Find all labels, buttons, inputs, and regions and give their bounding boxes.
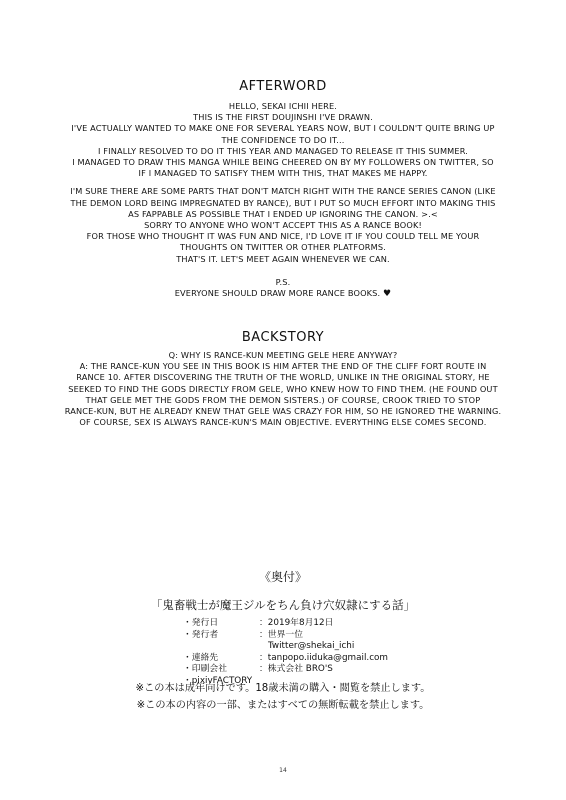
afterword-line: THE CONFIDENCE TO DO IT...	[221, 134, 345, 145]
backstory-line: Q: WHY IS RANCE-KUN MEETING GELE HERE ANYWAY?	[168, 350, 398, 360]
info-row-contact	[183, 653, 388, 665]
afterword-line: AS FAPPABLE AS POSSIBLE THAT I ENDED UP IGNORING THE CANON. >.<	[128, 208, 438, 219]
info-value: ：2019年8月12日	[259, 618, 334, 628]
backstory-line: A: THE RANCE-KUN YOU SEE IN THIS BOOK IS HIM AFTER THE END OF THE CLIFF FORT ROUTE IN	[79, 361, 487, 372]
publication-info	[183, 618, 388, 687]
info-key: ・印刷会社	[183, 664, 227, 674]
afterword-line: THAT'S IT. LET'S MEET AGAIN WHENEVER WE CAN.	[176, 253, 390, 264]
ps-text: EVERYONE SHOULD DRAW MORE RANCE BOOKS.	[174, 288, 381, 299]
backstory-line: THAT GELE MET THE GODS FROM THE DEMON SISTERS.) OF COURSE, CROOK TRIED TO STOP	[85, 394, 481, 405]
legal-notes	[0, 680, 566, 714]
afterword-line: SORRY TO ANYONE WHO WON'T ACCEPT THIS AS A RANCE BOOK!	[144, 220, 422, 231]
info-value: ：株式会社 BRO'S	[259, 664, 333, 674]
afterword-line: THE DEMON LORD BEING IMPREGNATED BY RANCE), BUT I PUT SO MUCH EFFORT INTO MAKING THIS	[70, 197, 496, 208]
backstory-line: SEEKED TO FIND THE GODS DIRECTLY FROM GELE, WHO KNEW HOW TO FIND THEM. (HE FOUND OUT	[68, 383, 498, 394]
afterword-line: FOR THOSE WHO THOUGHT IT WAS FUN AND NICE, I'D LOVE IT IF YOU COULD TELL ME YOUR	[86, 231, 480, 242]
page-number: 14	[279, 767, 287, 774]
afterword-line: I FINALLY RESOLVED TO DO IT THIS YEAR AND MANAGED TO RELEASE IT THIS SUMMER.	[97, 145, 468, 156]
backstory-line: OF COURSE, SEX IS ALWAYS RANCE-KUN'S MAIN OBJECTIVE. EVERYTHING ELSE COMES SECOND.	[79, 417, 487, 428]
afterword-line: I'VE ACTUALLY WANTED TO MAKE ONE FOR SEVERAL YEARS NOW, BUT I COULDN'T QUITE BRING UP	[71, 123, 495, 134]
heart-icon: ♥	[383, 289, 392, 300]
afterword-line: THOUGHTS ON TWITTER OR OTHER PLATFORMS.	[180, 242, 386, 253]
backstory-body	[8, 350, 558, 428]
age-restriction-note: ※この本は成年向けです。18歳未満の購入・閲覧を禁止します。	[135, 683, 431, 694]
backstory-line: RANCE 10. AFTER DISCOVERING THE TRUTH OF THE WORLD, UNLIKE IN THE ORIGINAL STORY, HE	[76, 372, 490, 383]
contact-email: ：tanpopo.iiduka@gmail.com	[259, 652, 388, 663]
info-key: ・発行者	[183, 629, 219, 640]
info-row-twitter	[183, 641, 388, 653]
colophon-title: 《奥付》	[258, 570, 307, 584]
info-key: ・発行日	[183, 618, 219, 628]
twitter-handle: Twitter@shekai_ichi	[268, 641, 355, 651]
afterword-line: IF I MANAGED TO SATISFY THEM WITH THIS, THAT MAKES ME HAPPY.	[138, 168, 428, 179]
afterword-heading: AFTERWORD	[239, 79, 327, 94]
afterword-line: THIS IS THE FIRST DOUJINSHI I'VE DRAWN.	[193, 112, 373, 123]
info-row-release-date	[183, 618, 388, 630]
afterword-line: I'M SURE THERE ARE SOME PARTS THAT DON'T MATCH RIGHT WITH THE RANCE SERIES CANON (LIKE	[70, 186, 496, 197]
ps-line	[8, 288, 558, 300]
afterword-line: HELLO, SEKAI ICHII HERE.	[228, 101, 338, 111]
ps-label: P.S.	[275, 276, 291, 287]
backstory-line: RANCE-KUN, BUT HE ALREADY KNEW THAT GELE WAS CRAZY FOR HIM, SO HE IGNORED THE WARNING.	[64, 406, 502, 417]
backstory-heading: BACKSTORY	[241, 330, 325, 345]
afterword-line: I MANAGED TO DRAW THIS MANGA WHILE BEING CHEERED ON BY MY FOLLOWERS ON TWITTER, SO	[72, 157, 494, 168]
reproduction-note: ※この本の内容の一部、またはすべての無断転載を禁止します。	[136, 700, 430, 711]
info-value: ：世界一位	[259, 629, 303, 640]
afterword-body	[8, 101, 558, 300]
info-value: ・pixivFACTORY	[183, 675, 253, 686]
info-key: ・連絡先	[183, 652, 219, 663]
book-title: 「鬼畜戦士が魔王ジルをちん負け穴奴隷にする話」	[150, 598, 416, 612]
info-row-publisher	[183, 630, 388, 642]
info-row-printer	[183, 664, 388, 676]
